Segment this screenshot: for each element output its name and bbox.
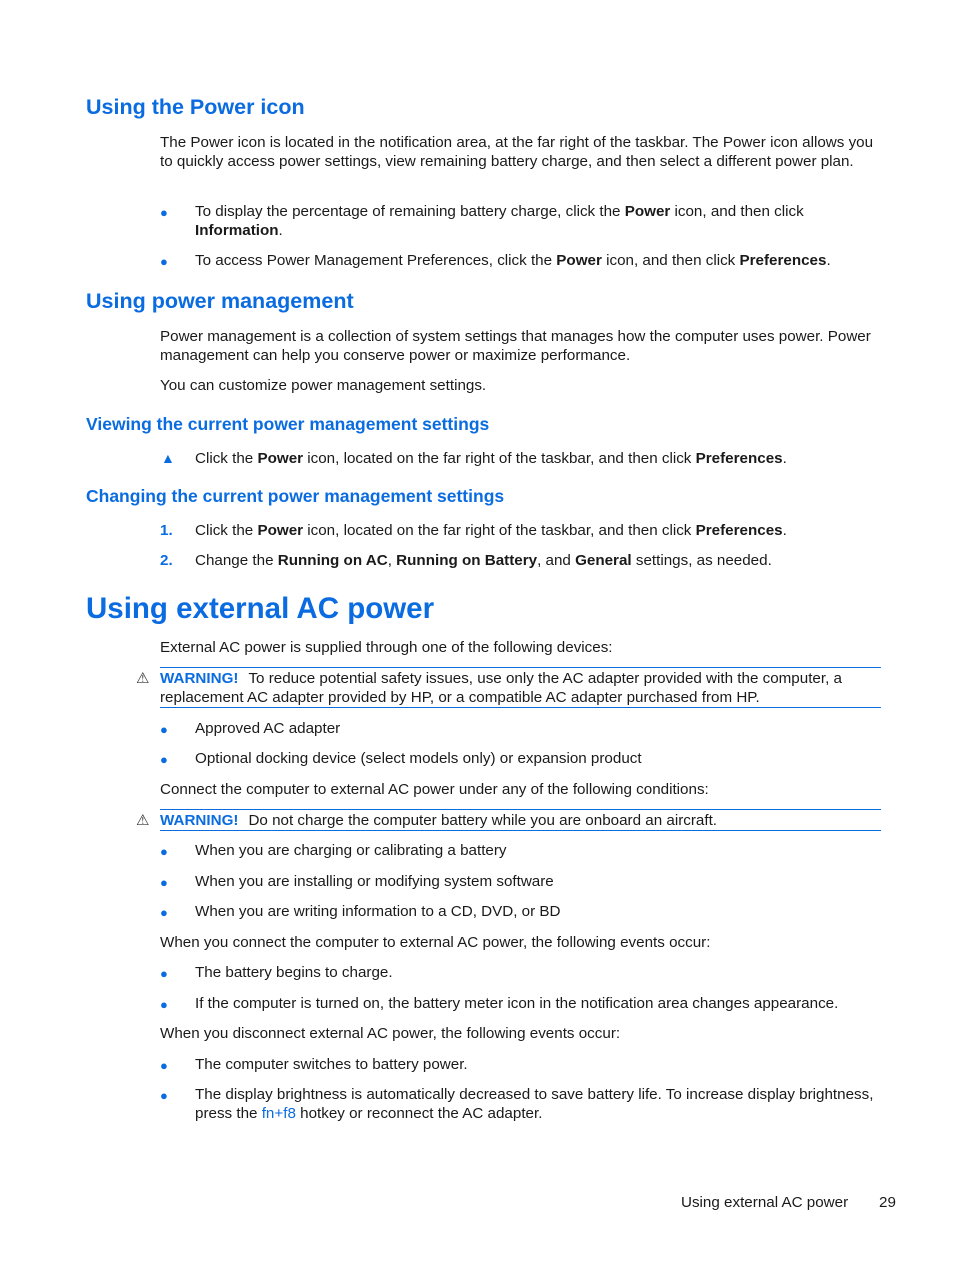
heading-changing-settings: Changing the current power management settings bbox=[86, 486, 505, 506]
bullet-icon: ● bbox=[160, 997, 168, 1012]
list-item: When you are writing information to a CD, DVD, or BD bbox=[195, 903, 561, 920]
warning-box bbox=[160, 809, 881, 831]
step-number: 1. bbox=[160, 522, 173, 539]
power-management-customize: You can customize power management settings. bbox=[160, 377, 487, 394]
bullet-icon: ● bbox=[160, 722, 168, 737]
heading-using-power-icon: Using the Power icon bbox=[86, 95, 305, 119]
page-number: 29 bbox=[879, 1194, 896, 1211]
bullet-icon: ● bbox=[160, 1088, 168, 1103]
list-item: When you are installing or modifying system software bbox=[195, 873, 554, 890]
bullet-icon: ● bbox=[160, 205, 168, 220]
hotkey-link[interactable]: fn+f8 bbox=[261, 1105, 296, 1122]
list-item: Approved AC adapter bbox=[195, 720, 341, 737]
power-management-description: Power management is a collection of system settings that manages how the computer uses power. Power management can help you conserve power or maximize performance. bbox=[160, 328, 871, 364]
list-item: The battery begins to charge. bbox=[195, 964, 393, 981]
warning-text: Do not charge the computer battery while you are onboard an aircraft. bbox=[248, 812, 718, 829]
bullet-icon: ● bbox=[160, 905, 168, 920]
warning-triangle-icon: ⚠ bbox=[136, 812, 150, 829]
list-item: If the computer is turned on, the battery meter icon in the notification area changes appearance. bbox=[195, 995, 839, 1012]
bullet-icon: ● bbox=[160, 1058, 168, 1073]
heading-using-external-ac-power: Using external AC power bbox=[86, 592, 435, 625]
connect-intro: When you connect the computer to external AC power, the following events occur: bbox=[160, 934, 711, 951]
disconnect-intro: When you disconnect external AC power, the following events occur: bbox=[160, 1025, 621, 1042]
list-item: To access Power Management Preferences, click the Power icon, and then click Preferences. bbox=[195, 252, 831, 269]
list-item: Click the Power icon, located on the far right of the taskbar, and then click Preferences. bbox=[195, 522, 787, 539]
list-item: Change the Running on AC, Running on Battery, and General settings, as needed. bbox=[195, 552, 772, 569]
power-icon-intro: The Power icon is located in the notification area, at the far right of the taskbar. The Power icon allows you to quickly access power settings, view remaining battery charge, and then select a different power plan. bbox=[160, 134, 874, 170]
list-item: To display the percentage of remaining battery charge, click the Power icon, and then click Information. bbox=[195, 203, 804, 239]
warning-box bbox=[160, 667, 881, 708]
bullet-icon: ● bbox=[160, 966, 168, 981]
warning-label: WARNING! bbox=[160, 670, 239, 687]
heading-using-power-management: Using power management bbox=[86, 289, 354, 313]
footer-title: Using external AC power bbox=[681, 1194, 849, 1211]
bullet-icon: ● bbox=[160, 254, 168, 269]
list-item: The display brightness is automatically decreased to save battery life. To increase display brightness, press the fn+f8 hotkey or reconnect the AC adapter. bbox=[195, 1086, 874, 1122]
list-item: When you are charging or calibrating a battery bbox=[195, 842, 507, 859]
warning-triangle-icon: ⚠ bbox=[136, 670, 150, 687]
external-ac-intro: External AC power is supplied through one of the following devices: bbox=[160, 639, 613, 656]
step-number: 2. bbox=[160, 552, 173, 569]
bullet-icon: ● bbox=[160, 752, 168, 767]
list-item: The computer switches to battery power. bbox=[195, 1056, 468, 1073]
list-item: Click the Power icon, located on the far right of the taskbar, and then click Preferences. bbox=[195, 450, 787, 467]
conditions-intro: Connect the computer to external AC power under any of the following conditions: bbox=[160, 781, 709, 798]
list-item: Optional docking device (select models only) or expansion product bbox=[195, 750, 642, 767]
warning-label: WARNING! bbox=[160, 812, 239, 829]
bullet-icon: ● bbox=[160, 875, 168, 890]
warning-text: To reduce potential safety issues, use only the AC adapter provided with the computer, a replacement AC adapter provided by HP, or a compatible AC adapter purchased from HP. bbox=[160, 670, 842, 706]
heading-viewing-settings: Viewing the current power management settings bbox=[86, 414, 490, 434]
bullet-icon: ● bbox=[160, 844, 168, 859]
triangle-step-icon: ▲ bbox=[161, 450, 175, 466]
